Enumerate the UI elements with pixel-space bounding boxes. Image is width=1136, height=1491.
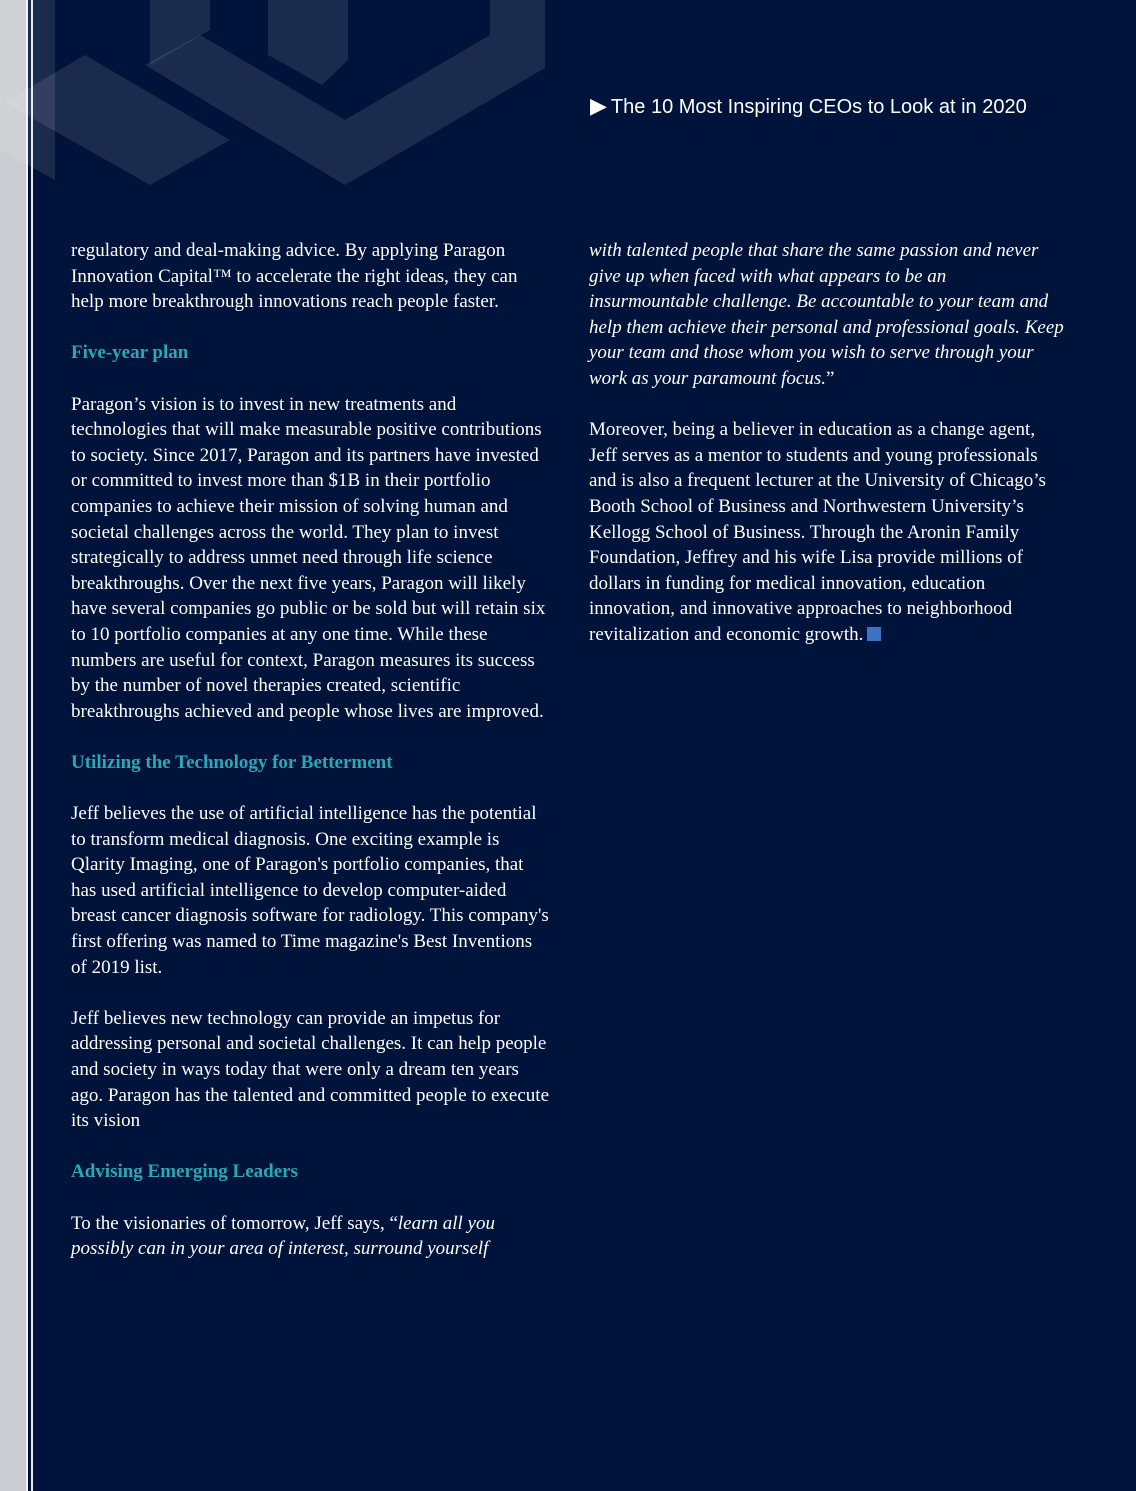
paragraph-final-text: Moreover, being a believer in education as a change agent, Jeff serves as a mentor to students and young professionals and is also a frequent lecturer at the University of Chicago’s Booth School of Business and Northwestern University’s Kellogg School of Business. Through the Aronin Family Foundation, Jeffrey and his wife Lisa provide millions of dollars in funding for medical innovation, education innovation, and innovative approaches to neighborhood revitalization and economic growth. [589, 419, 1046, 645]
paragraph-quote-start [71, 1211, 549, 1262]
section-heading-advising-leaders: Advising Emerging Leaders [71, 1161, 298, 1183]
paragraph: Jeff believes new technology can provide an impetus for addressing personal and societal challenges. It can help people and society in ways today that were only a dream ten years ago. Paragon has the talented and committed people to execute its vision [71, 1007, 549, 1132]
header-title-text: The 10 Most Inspiring CEOs to Look at in 2020 [610, 96, 1027, 118]
article-column-right [589, 238, 1067, 673]
article-column-left [71, 238, 549, 1287]
quote-intro: To the visionaries of tomorrow, Jeff says, “ [71, 1212, 398, 1234]
margin-rule-inner [31, 0, 33, 1491]
play-arrow-icon: ▶ [590, 93, 607, 118]
section-heading-technology: Utilizing the Technology for Betterment [71, 751, 393, 773]
paragraph-final [589, 417, 1067, 647]
section-heading-five-year-plan: Five-year plan [71, 342, 189, 364]
paragraph: Paragon’s vision is to invest in new treatments and technologies that will make measurable positive contributions to society. Since 2017, Paragon and its partners have invested or committed to invest more than $1B in their portfolio companies to achieve their mission of solving human and societal challenges across the world. They plan to invest strategically to address unmet need through life science breakthroughs. Over the next five years, Paragon will likely have several companies go public or be sold but will retain six to 10 portfolio companies at any one time. While these numbers are useful for context, Paragon measures its success by the number of novel therapies created, scientific breakthroughs achieved and people whose lives are improved. [71, 393, 546, 722]
quote-text: learn all you possibly can in your area of interest, surround yourself [71, 1212, 495, 1260]
decorative-logo-watermark [0, 0, 600, 200]
header-title [590, 91, 1130, 122]
quote-close: ” [825, 367, 835, 389]
paragraph: Jeff believes the use of artificial intelligence has the potential to transform medical diagnosis. One exciting example is Qlarity Imaging, one of Paragon's portfolio companies, that has used artificial intelligence to develop computer-aided breast cancer diagnosis software for radiology. This company's first offering was named to Time magazine's Best Inventions of 2019 list. [71, 803, 549, 978]
end-of-article-icon [867, 627, 881, 641]
quote-text-continued: with talented people that share the same passion and never give up when faced with what appears to be an insurmountable challenge. Be accountable to your team and help them achieve their personal and professional goals. Keep your team and those whom you wish to serve through your work as your paramount focus. [589, 240, 1064, 389]
paragraph: regulatory and deal-making advice. By applying Paragon Innovation Capital™ to accelerate the right ideas, they can help more breakthrough innovations reach people faster. [71, 240, 518, 313]
page-margin-strip [0, 0, 26, 1491]
paragraph-quote-continued [589, 238, 1067, 392]
